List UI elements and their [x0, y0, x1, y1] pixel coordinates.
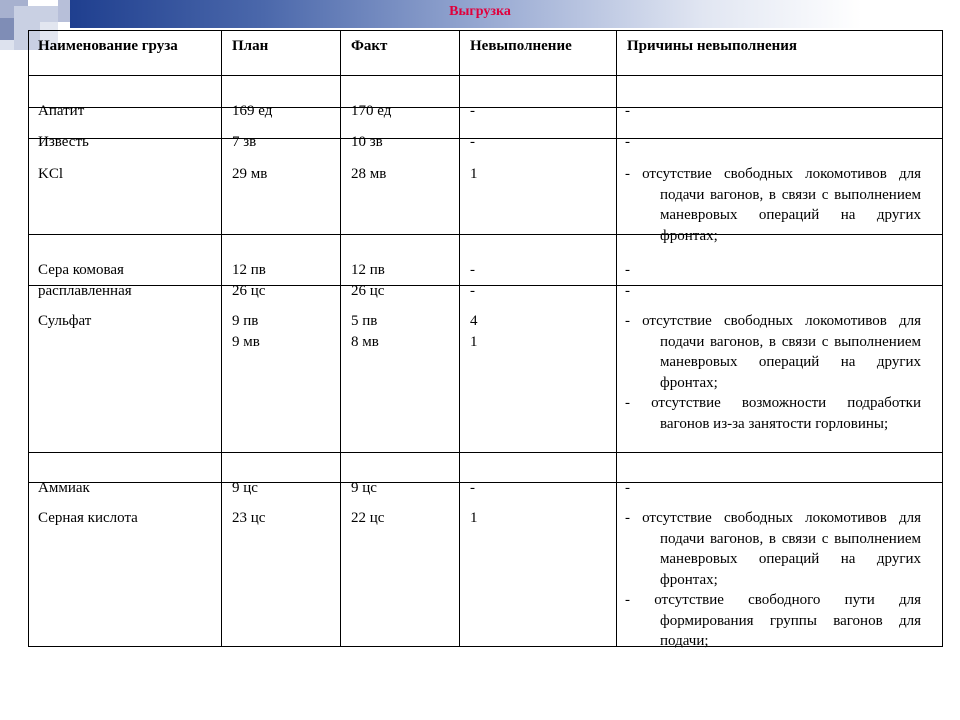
table-cell-fact — [351, 101, 455, 122]
header-fact: Факт — [351, 38, 388, 54]
cell-text: 9 цс — [351, 480, 377, 496]
cell-text: 28 мв — [351, 166, 387, 182]
table-cell-fact — [351, 311, 455, 352]
grid-line — [28, 452, 943, 453]
cell-text: Сульфат — [38, 313, 92, 329]
cell-text: - — [625, 282, 630, 299]
data-table — [28, 30, 943, 647]
cell-text: 7 зв — [232, 134, 257, 150]
table-cell-shortfall — [470, 508, 610, 529]
table-cell-shortfall — [470, 478, 610, 499]
cell-text: - — [470, 134, 475, 150]
cell-text: - — [625, 480, 630, 496]
grid-line — [28, 30, 943, 31]
table-cell-name — [38, 508, 216, 529]
cell-text: 26 цс — [351, 282, 385, 299]
cell-text: - — [470, 262, 475, 278]
table-cell-name — [38, 478, 216, 499]
cell-text: - отсутствие свободных локомотивов для подачи вагонов, в связи с выполнением маневровых операций на других фронтах; — [625, 313, 921, 391]
table-cell-plan — [232, 164, 336, 185]
cell-text: 1 — [470, 166, 478, 182]
table-cell-reasons — [625, 260, 921, 301]
grid-line — [221, 30, 222, 647]
table-cell-plan — [232, 260, 336, 301]
table-cell-plan — [232, 101, 336, 122]
grid-line — [28, 30, 29, 647]
table-cell-reasons — [625, 508, 921, 652]
grid-line — [340, 30, 341, 647]
table-cell-reasons — [625, 101, 921, 122]
cell-text: 1 — [470, 510, 478, 526]
cell-text: 169 ед — [232, 103, 273, 119]
cell-text: 170 ед — [351, 103, 392, 119]
cell-text: 22 цс — [351, 510, 385, 526]
table-cell-plan — [232, 508, 336, 529]
header-reasons: Причины невыполнения — [627, 38, 798, 54]
table-cell-name — [38, 311, 216, 332]
cell-text: - — [625, 103, 630, 119]
cell-text: - отсутствие свободных локомотивов для подачи вагонов, в связи с выполнением маневровых операций на других фронтах; — [625, 510, 921, 588]
cell-text: - — [470, 480, 475, 496]
header-plan: План — [232, 38, 269, 54]
table-cell-plan — [232, 311, 336, 352]
table-cell-shortfall — [470, 311, 610, 352]
cell-text: Апатит — [38, 103, 85, 119]
cell-text: 9 цс — [232, 480, 258, 496]
table-cell-name — [38, 164, 216, 185]
cell-text: - — [470, 282, 475, 299]
header-name: Наименование груза — [38, 38, 178, 54]
cell-text: 10 зв — [351, 134, 383, 150]
table-cell-plan — [232, 132, 336, 153]
cell-text: Серная кислота — [38, 510, 138, 526]
cell-text: 5 пв — [351, 313, 378, 329]
table-cell-name — [38, 101, 216, 122]
table-cell-shortfall — [470, 164, 610, 185]
cell-text: 12 пв — [232, 262, 266, 278]
cell-text: 23 цс — [232, 510, 266, 526]
cell-text: 9 мв — [232, 333, 260, 350]
table-cell-reasons — [625, 164, 921, 246]
grid-line — [942, 30, 943, 647]
table-cell-shortfall — [470, 260, 610, 301]
table-cell-reasons — [625, 132, 921, 153]
cell-text: 8 мв — [351, 333, 379, 350]
table-cell-plan — [232, 478, 336, 499]
table-cell-fact — [351, 508, 455, 529]
grid-line — [459, 30, 460, 647]
table-cell-fact — [351, 132, 455, 153]
cell-text: - — [470, 103, 475, 119]
table-cell-fact — [351, 164, 455, 185]
grid-line — [616, 30, 617, 647]
table-cell-name — [38, 260, 216, 301]
cell-text: - отсутствие возможности подработки вагонов из-за занятости горловины; — [625, 395, 921, 432]
cell-text: KCl — [38, 166, 64, 182]
cell-text: 9 пв — [232, 313, 259, 329]
cell-text: - отсутствие свободного пути для формирования группы вагонов для подачи; — [625, 592, 921, 649]
grid-line — [28, 75, 943, 76]
cell-text: - отсутствие свободных локомотивов для подачи вагонов, в связи с выполнением маневровых операций на других фронтах; — [625, 166, 921, 244]
decor-square — [0, 18, 14, 40]
table-cell-reasons — [625, 478, 921, 499]
cell-text: 12 пв — [351, 262, 385, 278]
table-cell-shortfall — [470, 132, 610, 153]
page-title: Выгрузка — [449, 4, 511, 19]
table-cell-shortfall — [470, 101, 610, 122]
cell-text: - — [625, 134, 630, 150]
table-cell-fact — [351, 260, 455, 301]
cell-text: Сера комовая расплавленная — [38, 262, 132, 299]
header-shortfall: Невыполнение — [470, 38, 572, 54]
table-cell-name — [38, 132, 216, 153]
cell-text: 4 — [470, 313, 478, 329]
table-cell-fact — [351, 478, 455, 499]
cell-text: 26 цс — [232, 282, 266, 299]
decor-square — [0, 40, 14, 50]
cell-text: - — [625, 262, 630, 278]
cell-text: Известь — [38, 134, 89, 150]
cell-text: 29 мв — [232, 166, 268, 182]
cell-text: Аммиак — [38, 480, 90, 496]
table-cell-reasons — [625, 311, 921, 434]
cell-text: 1 — [470, 333, 478, 350]
